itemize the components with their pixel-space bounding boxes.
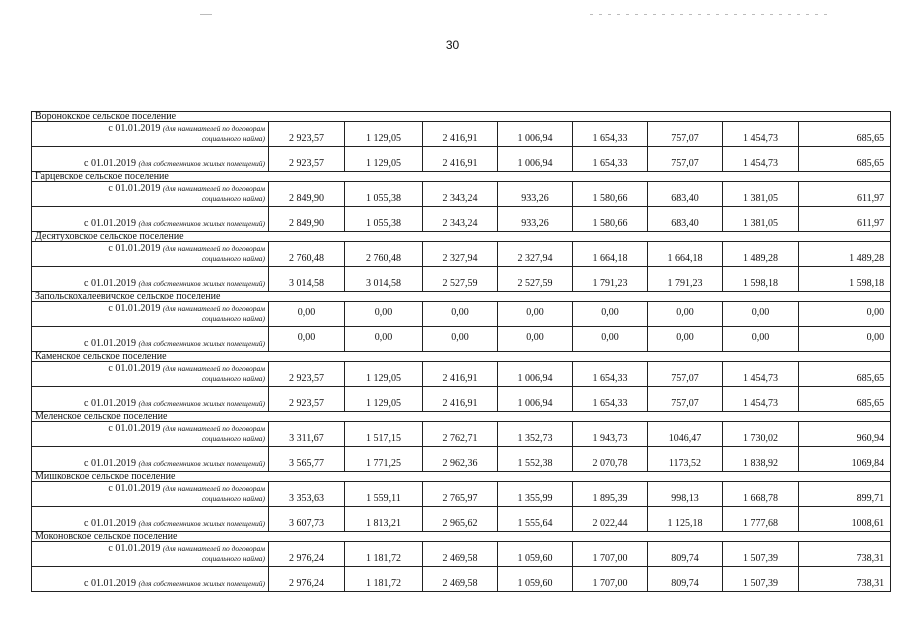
date-prefix: с 01.01.2019 — [84, 458, 136, 469]
tariff-value-cell: 2 469,58 — [423, 567, 498, 592]
tariff-value-cell: 2 923,57 — [269, 362, 345, 387]
tariff-value-cell: 2 923,57 — [269, 387, 345, 412]
settlement-name: Мишковское сельское поселение — [32, 472, 891, 482]
tariff-value-cell: 809,74 — [648, 567, 723, 592]
owner-tariff-row — [32, 507, 891, 532]
tenant-note-line1: (для нанимателей по договорам — [162, 184, 265, 193]
tariff-value-cell: 1 559,11 — [345, 482, 423, 507]
tariff-value-cell: 2 976,24 — [269, 542, 345, 567]
tariff-value-cell: 2 343,24 — [423, 207, 498, 232]
date-prefix: с 01.01.2019 — [108, 183, 161, 194]
tariff-value-cell: 0,00 — [423, 327, 498, 352]
owner-tariff-row — [32, 387, 891, 412]
owner-note: (для собственников жилых помещений) — [138, 399, 265, 408]
tariff-value-cell: 3 311,67 — [269, 422, 345, 447]
tenant-note-line2: социального найма) — [201, 134, 265, 143]
tenant-note-line1: (для нанимателей по договорам — [162, 544, 265, 553]
section-header-row — [32, 532, 891, 542]
section-header-row — [32, 112, 891, 122]
row-label — [32, 567, 269, 592]
date-prefix: с 01.01.2019 — [108, 123, 161, 134]
tenant-note-line1: (для нанимателей по договорам — [162, 304, 265, 313]
row-label — [32, 482, 269, 507]
owner-note: (для собственников жилых помещений) — [138, 579, 265, 588]
settlement-name: Запольскохалеевичское сельское поселение — [32, 292, 891, 302]
tariff-value-cell: 933,26 — [498, 207, 573, 232]
tariff-value-cell: 1 006,94 — [498, 362, 573, 387]
row-label — [32, 182, 269, 207]
settlement-name: Моконовское сельское поселение — [32, 532, 891, 542]
tariff-value-cell: 1 791,23 — [573, 267, 648, 292]
tariff-value-cell: 611,97 — [799, 182, 891, 207]
tariff-value-cell: 1 517,15 — [345, 422, 423, 447]
tenant-note-line2: социального найма) — [201, 494, 265, 503]
tariff-value-cell: 0,00 — [648, 302, 723, 327]
tenant-note-line1: (для нанимателей по договорам — [162, 484, 265, 493]
tenant-tariff-row — [32, 122, 891, 147]
date-prefix: с 01.01.2019 — [108, 363, 161, 374]
date-prefix: с 01.01.2019 — [84, 518, 136, 529]
tariff-value-cell: 1 489,28 — [799, 242, 891, 267]
tariff-value-cell: 933,26 — [498, 182, 573, 207]
tariff-value-cell: 0,00 — [269, 327, 345, 352]
tenant-tariff-row — [32, 482, 891, 507]
date-prefix: с 01.01.2019 — [108, 243, 161, 254]
date-prefix: с 01.01.2019 — [84, 338, 136, 349]
tariff-value-cell: 2 849,90 — [269, 207, 345, 232]
tariff-value-cell: 1 654,33 — [573, 147, 648, 172]
tariff-value-cell: 1 895,39 — [573, 482, 648, 507]
tariff-value-cell: 1 055,38 — [345, 182, 423, 207]
tenant-note-line1: (для нанимателей по договорам — [162, 244, 265, 253]
date-prefix: с 01.01.2019 — [108, 483, 161, 494]
row-label — [32, 542, 269, 567]
row-label — [32, 147, 269, 172]
tariff-value-cell: 1 381,05 — [723, 207, 799, 232]
tariff-value-cell: 3 565,77 — [269, 447, 345, 472]
date-prefix: с 01.01.2019 — [108, 423, 161, 434]
tariff-value-cell: 2 416,91 — [423, 122, 498, 147]
tariff-value-cell: 1 129,05 — [345, 362, 423, 387]
tariff-value-cell: 1 771,25 — [345, 447, 423, 472]
tenant-note-line1: (для нанимателей по договорам — [162, 424, 265, 433]
tariff-value-cell: 1 006,94 — [498, 122, 573, 147]
tariff-value-cell: 1 580,66 — [573, 207, 648, 232]
row-label — [32, 207, 269, 232]
scan-artifact-line — [200, 14, 212, 15]
tariff-value-cell: 0,00 — [423, 302, 498, 327]
tenant-note-line1: (для нанимателей по договорам — [162, 364, 265, 373]
owner-note: (для собственников жилых помещений) — [138, 159, 265, 168]
tariff-value-cell: 685,65 — [799, 147, 891, 172]
tariff-value-cell: 1 555,64 — [498, 507, 573, 532]
section-header-row — [32, 172, 891, 182]
date-prefix: с 01.01.2019 — [108, 303, 161, 314]
tenant-tariff-row — [32, 542, 891, 567]
owner-note: (для собственников жилых помещений) — [138, 219, 265, 228]
tariff-value-cell: 1 454,73 — [723, 147, 799, 172]
owner-note: (для собственников жилых помещений) — [138, 279, 265, 288]
section-header-row — [32, 292, 891, 302]
tariff-value-cell: 1 552,38 — [498, 447, 573, 472]
tariff-value-cell: 0,00 — [573, 302, 648, 327]
tariff-value-cell: 2 965,62 — [423, 507, 498, 532]
tariff-value-cell: 1 129,05 — [345, 387, 423, 412]
tariff-value-cell: 3 014,58 — [345, 267, 423, 292]
tariff-value-cell: 2 765,97 — [423, 482, 498, 507]
tariff-value-cell: 1 006,94 — [498, 147, 573, 172]
owner-tariff-row — [32, 567, 891, 592]
date-prefix: с 01.01.2019 — [84, 578, 136, 589]
tariff-value-cell: 1 055,38 — [345, 207, 423, 232]
owner-tariff-row — [32, 447, 891, 472]
tariff-value-cell: 2 416,91 — [423, 147, 498, 172]
tariff-value-cell: 1 454,73 — [723, 122, 799, 147]
date-prefix: с 01.01.2019 — [84, 398, 136, 409]
tariff-value-cell: 0,00 — [573, 327, 648, 352]
tariff-value-cell: 1 507,39 — [723, 567, 799, 592]
tariff-value-cell: 0,00 — [345, 302, 423, 327]
tariff-value-cell: 1 006,94 — [498, 387, 573, 412]
tariff-value-cell: 1 059,60 — [498, 542, 573, 567]
row-label — [32, 302, 269, 327]
tariff-value-cell: 685,65 — [799, 122, 891, 147]
tenant-note-line2: социального найма) — [201, 434, 265, 443]
row-label — [32, 267, 269, 292]
tariff-value-cell: 3 014,58 — [269, 267, 345, 292]
section-header-row — [32, 232, 891, 242]
tenant-note-line2: социального найма) — [201, 314, 265, 323]
tariff-value-cell: 0,00 — [498, 302, 573, 327]
tariff-value-cell: 1 059,60 — [498, 567, 573, 592]
tariff-value-cell: 757,07 — [648, 147, 723, 172]
tariff-value-cell: 1008,61 — [799, 507, 891, 532]
tariff-value-cell: 2 976,24 — [269, 567, 345, 592]
tariff-value-cell: 685,65 — [799, 387, 891, 412]
section-header-row — [32, 352, 891, 362]
tariff-value-cell: 0,00 — [799, 327, 891, 352]
row-label — [32, 447, 269, 472]
tariff-value-cell: 1 598,18 — [723, 267, 799, 292]
tariff-value-cell: 1 181,72 — [345, 567, 423, 592]
tariff-value-cell: 1 355,99 — [498, 482, 573, 507]
settlement-name: Воронокское сельское поселение — [32, 112, 891, 122]
tariff-value-cell: 685,65 — [799, 362, 891, 387]
tariff-value-cell: 0,00 — [723, 327, 799, 352]
tariff-value-cell: 2 923,57 — [269, 122, 345, 147]
row-label — [32, 362, 269, 387]
tariff-value-cell: 1 129,05 — [345, 122, 423, 147]
tariff-value-cell: 1 507,39 — [723, 542, 799, 567]
tariff-value-cell: 738,31 — [799, 542, 891, 567]
tariff-table — [31, 111, 891, 592]
row-label — [32, 507, 269, 532]
row-label — [32, 387, 269, 412]
row-label — [32, 422, 269, 447]
tariff-value-cell: 2 762,71 — [423, 422, 498, 447]
tariff-value-cell: 899,71 — [799, 482, 891, 507]
tariff-value-cell: 1 598,18 — [799, 267, 891, 292]
tariff-value-cell: 611,97 — [799, 207, 891, 232]
tariff-value-cell: 2 469,58 — [423, 542, 498, 567]
tariff-value-cell: 998,13 — [648, 482, 723, 507]
date-prefix: с 01.01.2019 — [84, 278, 136, 289]
tenant-tariff-row — [32, 422, 891, 447]
tariff-value-cell: 1 654,33 — [573, 122, 648, 147]
tariff-value-cell: 2 070,78 — [573, 447, 648, 472]
date-prefix: с 01.01.2019 — [84, 158, 136, 169]
owner-tariff-row — [32, 327, 891, 352]
tariff-value-cell: 1 707,00 — [573, 567, 648, 592]
tariff-value-cell: 1069,84 — [799, 447, 891, 472]
tariff-value-cell: 1 125,18 — [648, 507, 723, 532]
tariff-value-cell: 1 730,02 — [723, 422, 799, 447]
scan-artifact-line — [590, 14, 830, 15]
tariff-value-cell: 2 962,36 — [423, 447, 498, 472]
tariff-value-cell: 1 791,23 — [648, 267, 723, 292]
tariff-value-cell: 2 022,44 — [573, 507, 648, 532]
date-prefix: с 01.01.2019 — [108, 543, 161, 554]
tariff-value-cell: 2 849,90 — [269, 182, 345, 207]
tariff-value-cell: 0,00 — [269, 302, 345, 327]
row-label — [32, 327, 269, 352]
tariff-value-cell: 2 760,48 — [269, 242, 345, 267]
tariff-value-cell: 0,00 — [799, 302, 891, 327]
tariff-value-cell: 809,74 — [648, 542, 723, 567]
tariff-value-cell: 1 654,33 — [573, 362, 648, 387]
tariff-value-cell: 2 923,57 — [269, 147, 345, 172]
section-header-row — [32, 412, 891, 422]
row-label — [32, 242, 269, 267]
tariff-value-cell: 757,07 — [648, 387, 723, 412]
tariff-value-cell: 2 760,48 — [345, 242, 423, 267]
tenant-note-line1: (для нанимателей по договорам — [162, 124, 265, 133]
settlement-name: Гарцевское сельское поселение — [32, 172, 891, 182]
tariff-value-cell: 2 416,91 — [423, 387, 498, 412]
owner-tariff-row — [32, 207, 891, 232]
tariff-value-cell: 1 580,66 — [573, 182, 648, 207]
tariff-value-cell: 1 454,73 — [723, 362, 799, 387]
owner-tariff-row — [32, 267, 891, 292]
settlement-name: Каменское сельское поселение — [32, 352, 891, 362]
tenant-tariff-row — [32, 302, 891, 327]
tariff-value-cell: 1 943,73 — [573, 422, 648, 447]
tenant-note-line2: социального найма) — [201, 194, 265, 203]
owner-tariff-row — [32, 147, 891, 172]
tariff-value-cell: 1 813,21 — [345, 507, 423, 532]
date-prefix: с 01.01.2019 — [84, 218, 136, 229]
owner-note: (для собственников жилых помещений) — [138, 519, 265, 528]
tenant-tariff-row — [32, 242, 891, 267]
tariff-value-cell: 757,07 — [648, 362, 723, 387]
owner-note: (для собственников жилых помещений) — [138, 339, 265, 348]
tariff-value-cell: 1 381,05 — [723, 182, 799, 207]
settlement-name: Десятуховское сельское поселение — [32, 232, 891, 242]
tenant-note-line2: социального найма) — [201, 554, 265, 563]
tariff-value-cell: 757,07 — [648, 122, 723, 147]
tariff-value-cell: 2 343,24 — [423, 182, 498, 207]
tariff-value-cell: 0,00 — [648, 327, 723, 352]
owner-note: (для собственников жилых помещений) — [138, 459, 265, 468]
tariff-value-cell: 0,00 — [498, 327, 573, 352]
tariff-value-cell: 1 129,05 — [345, 147, 423, 172]
section-header-row — [32, 472, 891, 482]
row-label — [32, 122, 269, 147]
page-number: 30 — [445, 38, 460, 52]
tariff-value-cell: 1 838,92 — [723, 447, 799, 472]
tariff-value-cell: 1 664,18 — [648, 242, 723, 267]
tariff-value-cell: 2 527,59 — [423, 267, 498, 292]
tariff-value-cell: 1 352,73 — [498, 422, 573, 447]
tariff-value-cell: 1173,52 — [648, 447, 723, 472]
tariff-value-cell: 0,00 — [345, 327, 423, 352]
tenant-note-line2: социального найма) — [201, 374, 265, 383]
tenant-note-line2: социального найма) — [201, 254, 265, 263]
tariff-value-cell: 683,40 — [648, 207, 723, 232]
tariff-value-cell: 1046,47 — [648, 422, 723, 447]
tariff-value-cell: 3 607,73 — [269, 507, 345, 532]
tariff-value-cell: 1 489,28 — [723, 242, 799, 267]
tariff-value-cell: 2 327,94 — [498, 242, 573, 267]
tariff-value-cell: 0,00 — [723, 302, 799, 327]
tariff-value-cell: 738,31 — [799, 567, 891, 592]
tariff-value-cell: 960,94 — [799, 422, 891, 447]
tariff-value-cell: 1 777,68 — [723, 507, 799, 532]
tariff-value-cell: 2 416,91 — [423, 362, 498, 387]
tariff-value-cell: 1 668,78 — [723, 482, 799, 507]
tariff-value-cell: 1 664,18 — [573, 242, 648, 267]
tenant-tariff-row — [32, 182, 891, 207]
tariff-value-cell: 1 707,00 — [573, 542, 648, 567]
tariff-value-cell: 3 353,63 — [269, 482, 345, 507]
tariff-value-cell: 2 327,94 — [423, 242, 498, 267]
tariff-value-cell: 683,40 — [648, 182, 723, 207]
tenant-tariff-row — [32, 362, 891, 387]
tariff-value-cell: 1 654,33 — [573, 387, 648, 412]
tariff-value-cell: 2 527,59 — [498, 267, 573, 292]
tariff-value-cell: 1 181,72 — [345, 542, 423, 567]
settlement-name: Меленское сельское поселение — [32, 412, 891, 422]
tariff-value-cell: 1 454,73 — [723, 387, 799, 412]
